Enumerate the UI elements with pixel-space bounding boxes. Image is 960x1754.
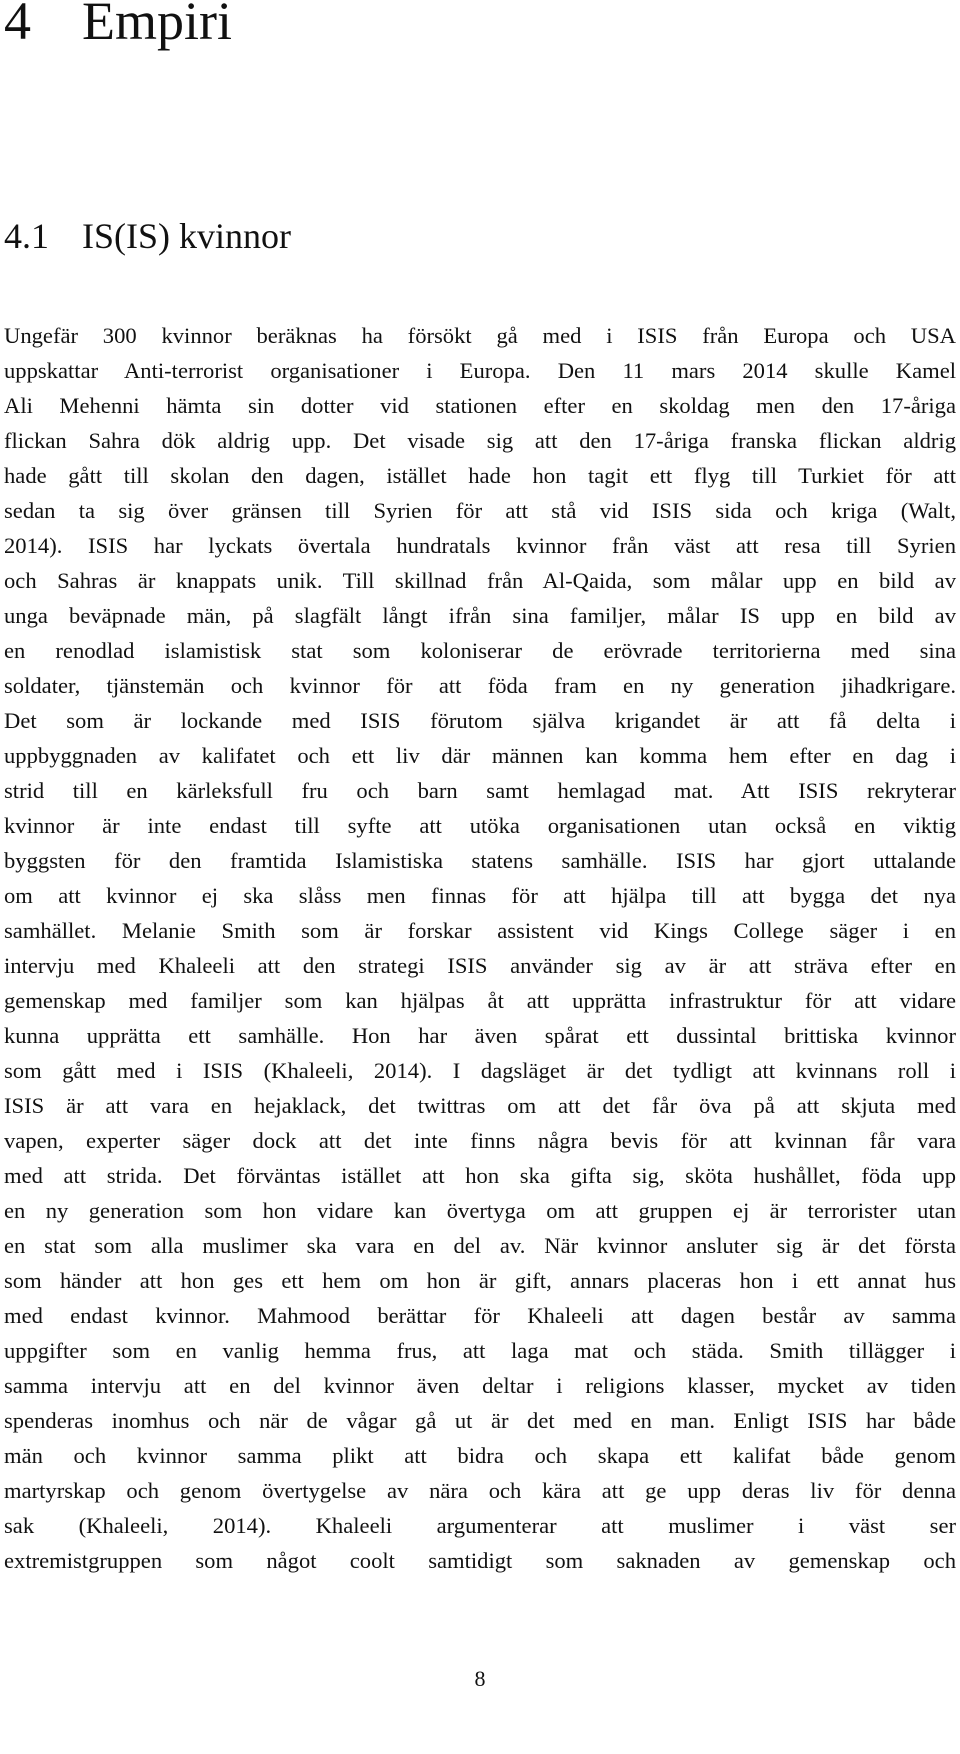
section-title: IS(IS) kvinnor: [82, 216, 291, 256]
paragraph-line: uppskattar Anti-terrorist organisationer i Europa. Den 11 mars 2014 skulle Kamel: [4, 358, 956, 383]
paragraph-line: gemenskap med familjer som kan hjälpas åt att upprätta infrastruktur för att vidare: [4, 988, 956, 1013]
paragraph-line: sedan ta sig över gränsen till Syrien för att stå vid ISIS sida och kriga (Walt,: [4, 498, 956, 523]
body-paragraph: [4, 318, 956, 1578]
chapter-title: Empiri: [82, 0, 232, 51]
paragraph-line: sak (Khaleeli, 2014). Khaleeli argumenterar att muslimer i väst ser: [4, 1513, 956, 1538]
chapter-number: 4: [4, 0, 31, 51]
paragraph-line: Ungefär 300 kvinnor beräknas ha försökt gå med i ISIS från Europa och USA: [4, 323, 956, 348]
paragraph-line: en stat som alla muslimer ska vara en del av. När kvinnor ansluter sig är det första: [4, 1233, 956, 1258]
paragraph-line: en renodlad islamistisk stat som koloniserar de erövrade territorierna med sina: [4, 638, 956, 663]
paragraph-line: Det som är lockande med ISIS förutom själva krigandet är att få delta i: [4, 708, 956, 733]
paragraph-line: Ali Mehenni hämta sin dotter vid stationen efter en skoldag men den 17-åriga: [4, 393, 956, 418]
paragraph-line: extremistgruppen som något coolt samtidigt som saknaden av gemenskap och: [4, 1548, 956, 1573]
paragraph-line: byggsten för den framtida Islamistiska statens samhälle. ISIS har gjort uttalande: [4, 848, 956, 873]
paragraph-line: samhället. Melanie Smith som är forskar assistent vid Kings College säger i en: [4, 918, 956, 943]
paragraph-line: uppgifter som en vanlig hemma frus, att laga mat och städa. Smith tillägger i: [4, 1338, 956, 1363]
paragraph-line: uppbyggnaden av kalifatet och ett liv där männen kan komma hem efter en dag i: [4, 743, 956, 768]
paragraph-line: strid till en kärleksfull fru och barn samt hemlagad mat. Att ISIS rekryterar: [4, 778, 956, 803]
paragraph-line: som händer att hon ges ett hem om hon är gift, annars placeras hon i ett annat hus: [4, 1268, 956, 1293]
paragraph-line: med endast kvinnor. Mahmood berättar för Khaleeli att dagen består av samma: [4, 1303, 956, 1328]
paragraph-line: en ny generation som hon vidare kan övertyga om att gruppen ej är terrorister utan: [4, 1198, 956, 1223]
chapter-heading: [4, 0, 232, 56]
paragraph-line: intervju med Khaleeli att den strategi ISIS använder sig av är att sträva efter en: [4, 953, 956, 978]
section-number: 4.1: [4, 216, 49, 256]
paragraph-line: spenderas inomhus och när de vågar gå ut är det med en man. Enligt ISIS har både: [4, 1408, 956, 1433]
paragraph-line: med att strida. Det förväntas istället att hon ska gifta sig, sköta hushållet, föda upp: [4, 1163, 956, 1188]
paragraph-line: soldater, tjänstemän och kvinnor för att föda fram en ny generation jihadkrigare.: [4, 673, 956, 698]
paragraph-line: hade gått till skolan den dagen, istället hade hon tagit ett flyg till Turkiet för att: [4, 463, 956, 488]
paragraph-line: unga beväpnade män, på slagfält långt ifrån sina familjer, målar IS upp en bild av: [4, 603, 956, 628]
paragraph-line: kunna upprätta ett samhälle. Hon har även spårat ett dussintal brittiska kvinnor: [4, 1023, 956, 1048]
paragraph-line: kvinnor är inte endast till syfte att utöka organisationen utan också en viktig: [4, 813, 956, 838]
paragraph-line: 2014). ISIS har lyckats övertala hundratals kvinnor från väst att resa till Syrien: [4, 533, 956, 558]
paragraph-line: ISIS är att vara en hejaklack, det twittras om att det får öva på att skjuta med: [4, 1093, 956, 1118]
paragraph-line: vapen, experter säger dock att det inte finns några bevis för att kvinnan får vara: [4, 1128, 956, 1153]
paragraph-line: män och kvinnor samma plikt att bidra och skapa ett kalifat både genom: [4, 1443, 956, 1468]
paragraph-line: flickan Sahra dök aldrig upp. Det visade sig att den 17-åriga franska flickan aldrig: [4, 428, 956, 453]
paragraph-line: om att kvinnor ej ska slåss men finnas för att hjälpa till att bygga det nya: [4, 883, 956, 908]
paragraph-line: och Sahras är knappats unik. Till skillnad från Al-Qaida, som målar upp en bild av: [4, 568, 956, 593]
section-heading: [4, 211, 291, 261]
paragraph-line: som gått med i ISIS (Khaleeli, 2014). I dagsläget är det tydligt att kvinnans roll i: [4, 1058, 956, 1083]
paragraph-line: samma intervju att en del kvinnor även deltar i religions klasser, mycket av tiden: [4, 1373, 956, 1398]
paragraph-line: martyrskap och genom övertygelse av nära och kära att ge upp deras liv för denna: [4, 1478, 956, 1503]
page-number: 8: [474, 1666, 486, 1691]
